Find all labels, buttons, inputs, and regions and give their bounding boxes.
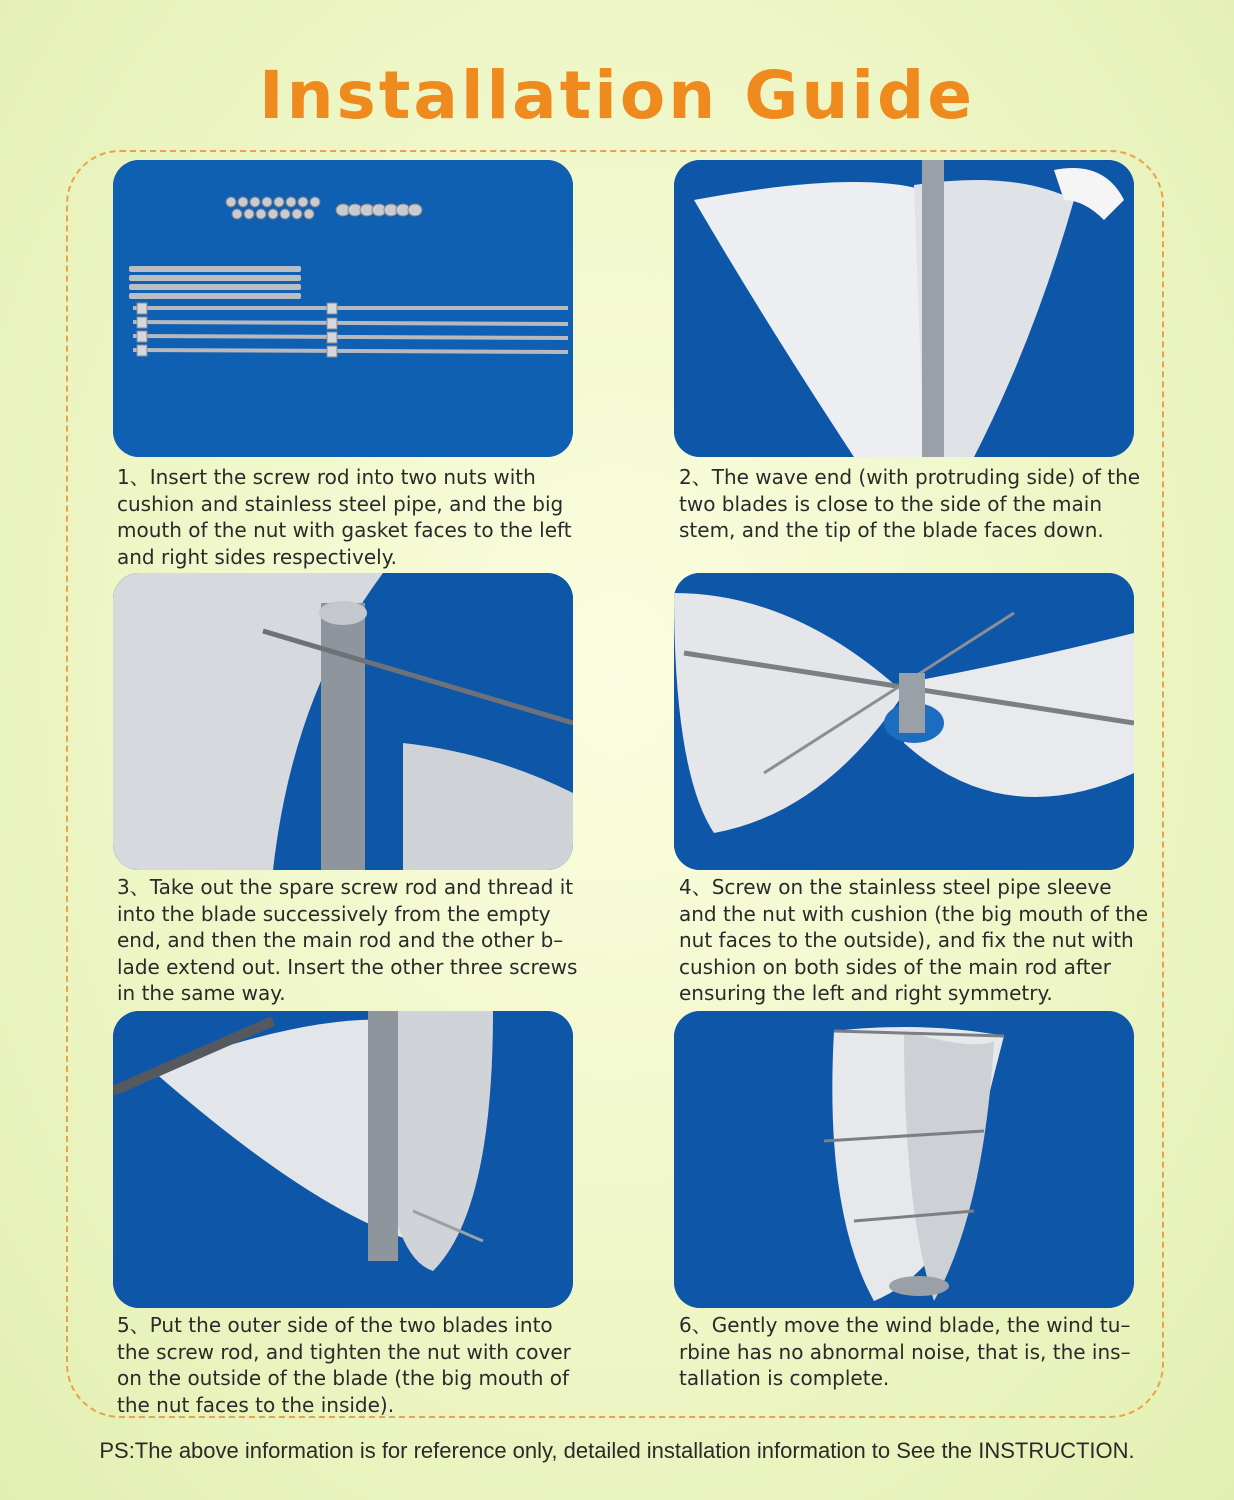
- step-1-photo: [113, 160, 573, 457]
- step-4-photo: [674, 573, 1134, 870]
- step-2-caption: 2、The wave end (with protruding side) of the two blades is close to the side of the main stem, and the tip of the blade faces down.: [679, 465, 1141, 542]
- step-6-photo: [674, 1011, 1134, 1308]
- step-4-caption: 4、Screw on the stainless steel pipe sleeve and the nut with cushion (the big mouth of the nut faces to the outside), and fix the nut with cushion on both sides of the main rod after ensuring the left and right symmetry.: [679, 875, 1149, 1005]
- step-5-photo: [113, 1011, 573, 1308]
- step-2-photo: [674, 160, 1134, 457]
- step-3-photo: [113, 573, 573, 870]
- step-5-caption: 5、Put the outer side of the two blades into the screw rod, and tighten the nut with cover on the outside of the blade (the big mouth of the nut faces to the inside).: [117, 1313, 571, 1417]
- step-3-caption: 3、Take out the spare screw rod and thread it into the blade successively from the empty end, and then the main rod and the other b–lade extend out. Insert the other three screws in the same way.: [117, 875, 578, 1005]
- step-1-caption: 1、Insert the screw rod into two nuts with cushion and stainless steel pipe, and the big mouth of the nut with gasket faces to the left and right sides respectively.: [117, 465, 572, 569]
- step-6-caption: 6、Gently move the wind blade, the wind tu–rbine has no abnormal noise, that is, the ins–tallation is complete.: [679, 1313, 1131, 1390]
- footer-note: PS:The above information is for reference only, detailed installation information to See the INSTRUCTION.: [99, 1438, 1135, 1463]
- page-title: Installation Guide: [259, 57, 975, 134]
